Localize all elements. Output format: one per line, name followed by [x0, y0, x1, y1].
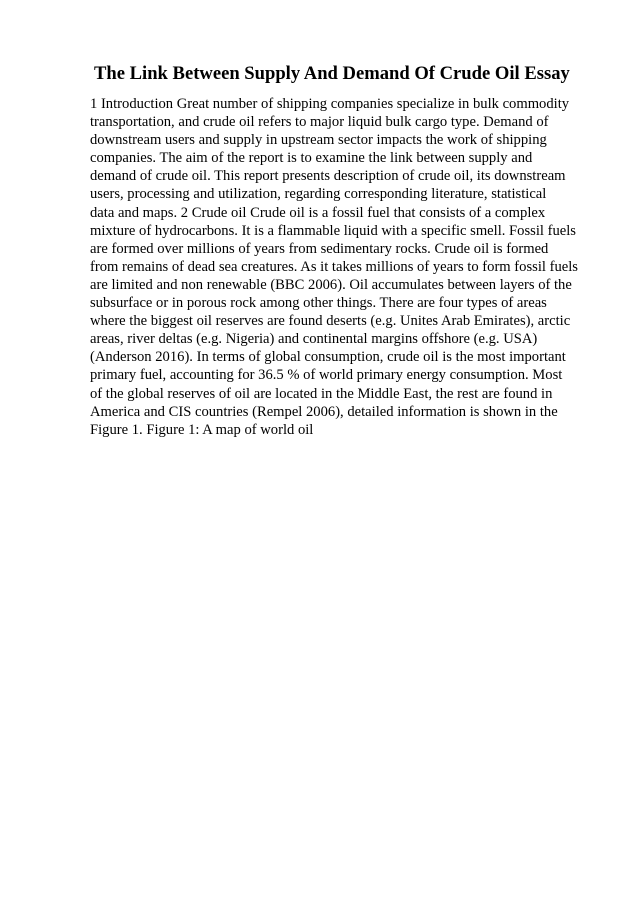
- body-line: downstream users and supply in upstream sector impacts the work of shipping: [90, 132, 547, 149]
- body-line: are formed over millions of years from sedimentary rocks. Crude oil is formed: [90, 240, 549, 257]
- body-line: areas, river deltas (e.g. Nigeria) and continental margins offshore (e.g. USA): [90, 331, 538, 348]
- body-line: primary fuel, accounting for 36.5 % of world primary energy consumption. Most: [90, 367, 563, 384]
- body-line: of the global reserves of oil are located in the Middle East, the rest are found in: [90, 385, 553, 402]
- body-line: are limited and non renewable (BBC 2006). Oil accumulates between layers of the: [90, 276, 572, 293]
- body-line: America and CIS countries (Rempel 2006), detailed information is shown in the: [90, 403, 558, 420]
- body-line: companies. The aim of the report is to examine the link between supply and: [90, 150, 533, 167]
- body-line: where the biggest oil reserves are found deserts (e.g. Unites Arab Emirates), arctic: [90, 313, 571, 330]
- body-line: (Anderson 2016). In terms of global consumption, crude oil is the most important: [90, 349, 566, 366]
- body-line: 1 Introduction Great number of shipping companies specialize in bulk commodity: [90, 96, 570, 112]
- body-line: users, processing and utilization, regarding corresponding literature, statistical: [90, 186, 547, 203]
- body-line: transportation, and crude oil refers to major liquid bulk cargo type. Demand of: [90, 114, 549, 131]
- body-line: Figure 1. Figure 1: A map of world oil: [90, 421, 314, 438]
- body-line: from remains of dead sea creatures. As it takes millions of years to form fossil fuels: [90, 258, 578, 275]
- document-title: The Link Between Supply And Demand Of Crude Oil Essay: [94, 63, 570, 84]
- body-line: subsurface or in porous rock among other things. There are four types of areas: [90, 295, 547, 312]
- body-line: mixture of hydrocarbons. It is a flammable liquid with a specific smell. Fossil fuels: [90, 222, 576, 239]
- body-line: demand of crude oil. This report presents description of crude oil, its downstream: [90, 168, 566, 185]
- body-line: data and maps. 2 Crude oil Crude oil is a fossil fuel that consists of a complex: [90, 204, 546, 221]
- document-body: [90, 95, 610, 439]
